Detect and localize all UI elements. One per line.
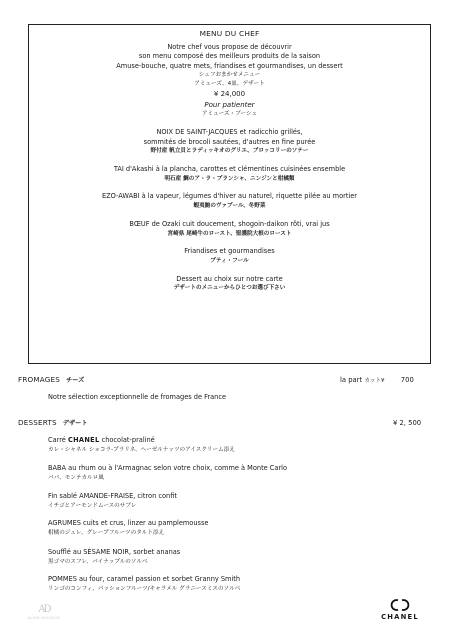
dish-fr-line: BŒUF de Ozaki cuit doucement, shogoin-daikon rôti, vrai jus xyxy=(129,219,330,228)
chanel-wordmark: CHANEL xyxy=(381,613,419,621)
dessert-item-jp: リンゴのコンフィ、パッションフルーツ/キャラメル グラニースミスのソルベ xyxy=(48,586,241,592)
dessert-item-fr: POMMES au four, caramel passion et sorbet Granny Smith xyxy=(48,575,241,583)
fromages-title: FROMAGES xyxy=(18,375,61,384)
chef-menu-intro-2: son menu composé des meilleurs produits de la saison xyxy=(138,52,321,61)
dish-jp-line: プティ・フール xyxy=(210,258,249,264)
chef-menu-price: ¥ 24,000 xyxy=(213,90,246,99)
amuse-bouche-jp: アミューズ・ブーシュ xyxy=(201,111,258,118)
chanel-cc-icon xyxy=(389,598,411,612)
dish-jp-line: 野付産 帆立貝とラディッキオのグリエ、ブロッコリーのソテー xyxy=(150,148,309,155)
fromages-title-jp: チーズ xyxy=(66,377,85,384)
chef-menu-box xyxy=(28,24,431,364)
dessert-item-fr xyxy=(48,436,155,445)
pour-patienter-label: Pour patienter xyxy=(204,100,255,109)
dessert-item-jp: カレ・シャネル ショコラ-プラリネ、ヘーゼルナッツのアイスクリーム添え xyxy=(48,447,235,453)
fromages-price xyxy=(340,376,414,384)
dish-jp-line: 蝦夷鮑のヴァプール、冬野菜 xyxy=(193,203,266,210)
dish-fr-line: Friandises et gourmandises xyxy=(184,247,275,256)
dish-ezo-awabi xyxy=(35,192,424,210)
dessert-item-fr: AGRUMES cuits et crus, linzer au pamplemousse xyxy=(48,519,209,527)
fromages-heading xyxy=(18,375,84,384)
dish-jp-line: 宮崎県 尾崎牛のロースト、聖護院大根のロースト xyxy=(167,230,292,237)
dish-tai xyxy=(35,165,424,183)
dish-friandises xyxy=(35,247,424,265)
dessert-fr-text: chocolat-praliné xyxy=(99,436,155,444)
dish-fr-line: EZO-AWABI à la vapeur, légumes d'hiver au naturel, riquette pilée au mortier xyxy=(101,192,358,201)
dessert-item-jp: ババ、モンテカルロ風 xyxy=(48,475,104,481)
ad-logo-text: ALAIN DUCASSE xyxy=(27,616,61,620)
chef-menu-intro-3: Amuse-bouche, quatre mets, friandises et gourmandises, un dessert xyxy=(116,61,343,70)
dish-saint-jacques xyxy=(35,128,424,156)
chanel-logo xyxy=(380,598,420,621)
desserts-price: ¥ 2, 500 xyxy=(393,419,422,427)
fromages-price-label-jp: カット¥ xyxy=(364,378,385,384)
ad-monogram: AD xyxy=(38,604,50,615)
chef-menu-jp-title: シェフおまかせメニュー xyxy=(198,72,261,79)
dessert-fr-text: Carré xyxy=(48,436,68,444)
desserts-heading xyxy=(18,418,88,427)
dish-jp-line: 明石産 鯛のア・ラ・プランシャ、ニンジンと柑橘類 xyxy=(164,175,295,182)
fromages-price-label: la part xyxy=(340,376,363,384)
dish-fr-line: Dessert au choix sur notre carte xyxy=(176,274,283,283)
dish-fr-line: sommités de brocoli sautées, d'autres en fine purée xyxy=(143,137,316,146)
chanel-inline-brand: CHANEL xyxy=(67,436,100,444)
dish-fr-line: TAI d'Akashi à la plancha, carottes et clémentines cuisinées ensemble xyxy=(113,165,346,173)
dish-boeuf xyxy=(35,220,424,238)
chef-menu-jp-courses: アミューズ、4皿、デザート xyxy=(194,81,265,88)
dish-fr-line: NOIX DE SAINT-JACQUES et radicchio grillés, xyxy=(156,127,303,136)
fromages-description: Notre sélection exceptionnelle de fromages de France xyxy=(48,393,227,401)
dessert-item-jp: 柑橘のジュレ、グレープフルーツのタルト添え xyxy=(48,530,165,536)
desserts-title: DESSERTS xyxy=(18,418,57,427)
dish-jp-line: デザートのメニューからひとつお選び下さい xyxy=(173,285,286,292)
dessert-item-jp: イチゴとアーモンドムースのサブレ xyxy=(48,503,137,509)
dessert-item-fr: Soufflé au SÉSAME NOIR, sorbet ananas xyxy=(48,548,181,556)
dessert-item-jp: 黒ゴマのスフレ、パイナップルのソルベ xyxy=(48,559,148,565)
chef-menu-intro-1: Notre chef vous propose de découvrir xyxy=(167,42,292,51)
fromages-price-value: 700 xyxy=(400,376,414,384)
dessert-item-fr: BABA au rhum ou à l'Armagnac selon votre choix, comme à Monte Carlo xyxy=(48,464,288,472)
dessert-item-fr: Fin sablé AMANDE-FRAISE, citron confit xyxy=(48,492,177,500)
chef-menu-title: MENU DU CHEF xyxy=(199,29,260,38)
desserts-title-jp: デザート xyxy=(62,420,88,427)
alain-ducasse-logo xyxy=(18,604,70,620)
dish-dessert-choice xyxy=(35,275,424,293)
